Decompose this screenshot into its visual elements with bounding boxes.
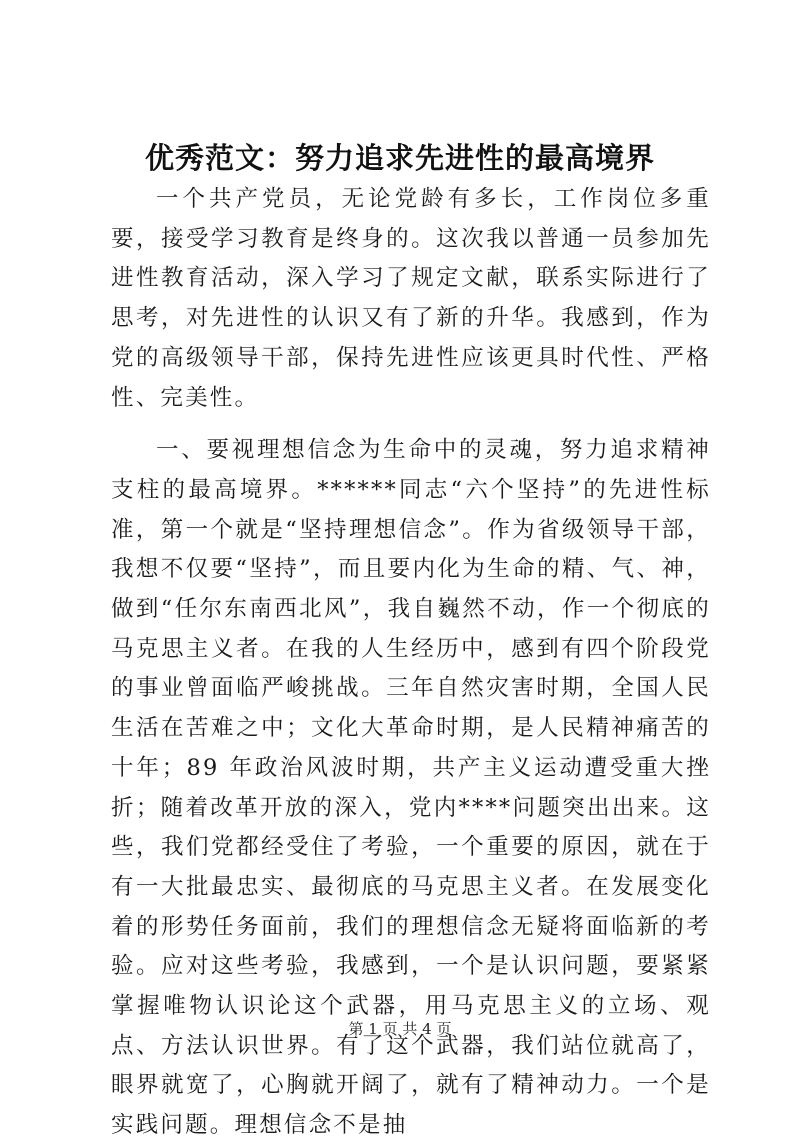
page-number-footer: 第 1 页 共 4 页	[348, 1020, 452, 1038]
document-body	[111, 180, 711, 1146]
paragraph-section-one: 一、要视理想信念为生命中的灵魂，努力追求精神支柱的最高境界。******同志“六个坚持”的先进性标准，第一个就是“坚持理想信念”。作为省级领导干部，我想不仅要“坚持”，而且要内化为生命的精、气、神，做到“任尔东南西北风”，我自巍然不动，作一个彻底的马克思主义者。在我的人生经历中，感到有四个阶段党的事业曾面临严峻挑战。三年自然灾害时期，全国人民生活在苦难之中；文化大革命时期，是人民精神痛苦的十年；89 年政治风波时期，共产主义运动遭受重大挫折；随着改革开放的深入，党内****问题突出出来。这些，我们党都经受住了考验，一个重要的原因，就在于有一大批最忠实、最彻底的马克思主义者。在发展变化着的形势任务面前，我们的理想信念无疑将面临新的考验。应对这些考验，我感到，一个是认识问题，要紧紧掌握唯物认识论这个武器，用马克思主义的立场、观点、方法认识世界。有了这个武器，我们站位就高了，眼界就宽了，心胸就开阔了，就有了精神动力。一个是实践问题。理想信念不是抽	[111, 437, 711, 1139]
document-title: 优秀范文：努力追求先进性的最高境界	[144, 141, 655, 175]
paragraph-intro: 一个共产党员，无论党龄有多长，工作岗位多重要，接受学习教育是终身的。这次我以普通一员参加先进性教育活动，深入学习了规定文献，联系实际进行了思考，对先进性的认识又有了新的升华。我感到，作为党的高级领导干部，保持先进性应该更具时代性、严格性、完美性。	[111, 186, 711, 411]
